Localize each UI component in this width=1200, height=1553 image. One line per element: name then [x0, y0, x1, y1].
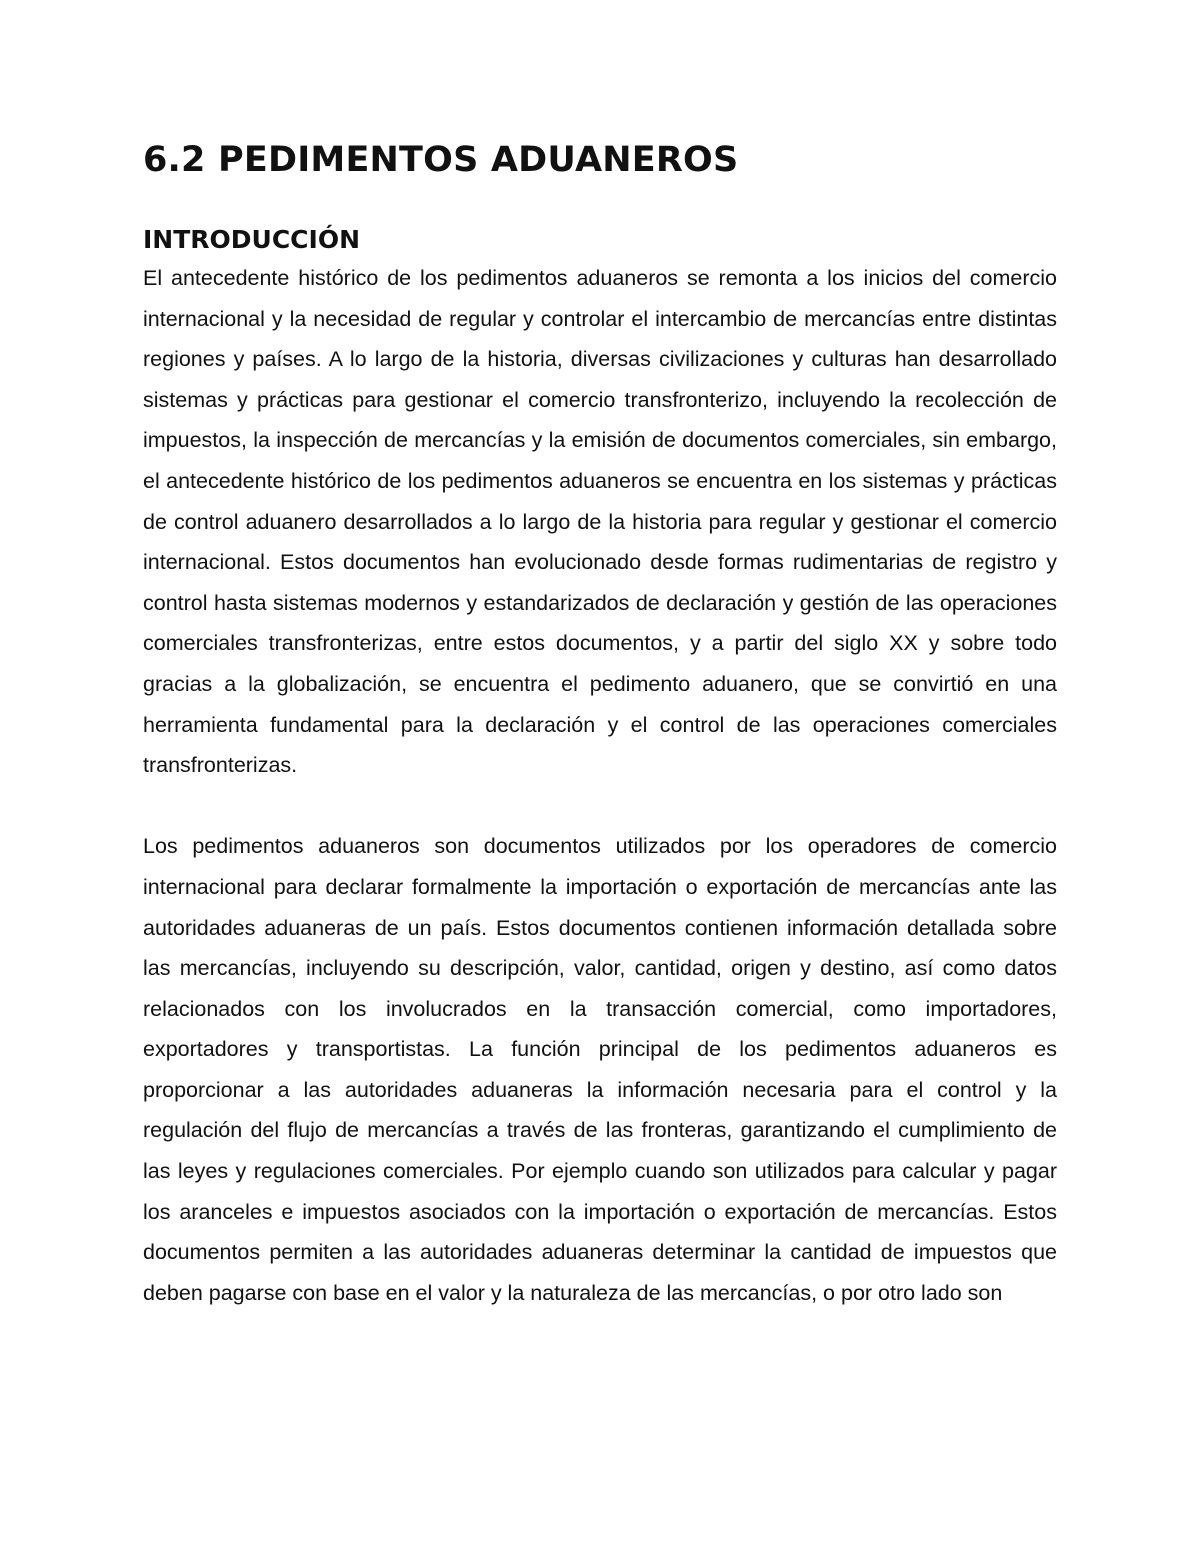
paragraph-introduction: El antecedente histórico de los pedimentos aduaneros se remonta a los inicios del comercio internacional y la necesidad de regular y controlar el intercambio de mercancías entre distintas regiones y países. A lo largo de la historia, diversas civilizaciones y culturas han desarrollado sistemas y prácticas para gestionar el comercio transfronterizo, incluyendo la recolección de impuestos, la inspección de mercancías y la emisión de documentos comerciales, sin embargo, el antecedente histórico de los pedimentos aduaneros se encuentra en los sistemas y prácticas de control aduanero desarrollados a lo largo de la historia para regular y gestionar el comercio internacional. Estos documentos han evolucionado desde formas rudimentarias de registro y control hasta sistemas modernos y estandarizados de declaración y gestión de las operaciones comerciales transfronterizas, entre estos documentos, y a partir del siglo XX y sobre todo gracias a la globalización, se encuentra el pedimento aduanero, que se convirtió en una herramienta fundamental para la declaración y el control de las operaciones comerciales transfronterizas. — [143, 266, 1057, 778]
section-heading: INTRODUCCIÓN — [143, 225, 361, 254]
page-title: 6.2 PEDIMENTOS ADUANEROS — [143, 140, 739, 180]
page-content — [143, 136, 1057, 1313]
paragraph-definition: Los pedimentos aduaneros son documentos utilizados por los operadores de comercio internacional para declarar formalmente la importación o exportación de mercancías ante las autoridades aduaneras de un país. Estos documentos contienen información detallada sobre las mercancías, incluyendo su descripción, valor, cantidad, origen y destino, así como datos relacionados con los involucrados en la transacción comercial, como importadores, exportadores y transportistas. La función principal de los pedimentos aduaneros es proporcionar a las autoridades aduaneras la información necesaria para el control y la regulación del flujo de mercancías a través de las fronteras, garantizando el cumplimiento de las leyes y regulaciones comerciales. Por ejemplo cuando son utilizados para calcular y pagar los aranceles e impuestos asociados con la importación o exportación de mercancías. Estos documentos permiten a las autoridades aduaneras determinar la cantidad de impuestos que deben pagarse con base en el valor y la naturaleza de las mercancías, o por otro lado son — [143, 834, 1057, 1305]
